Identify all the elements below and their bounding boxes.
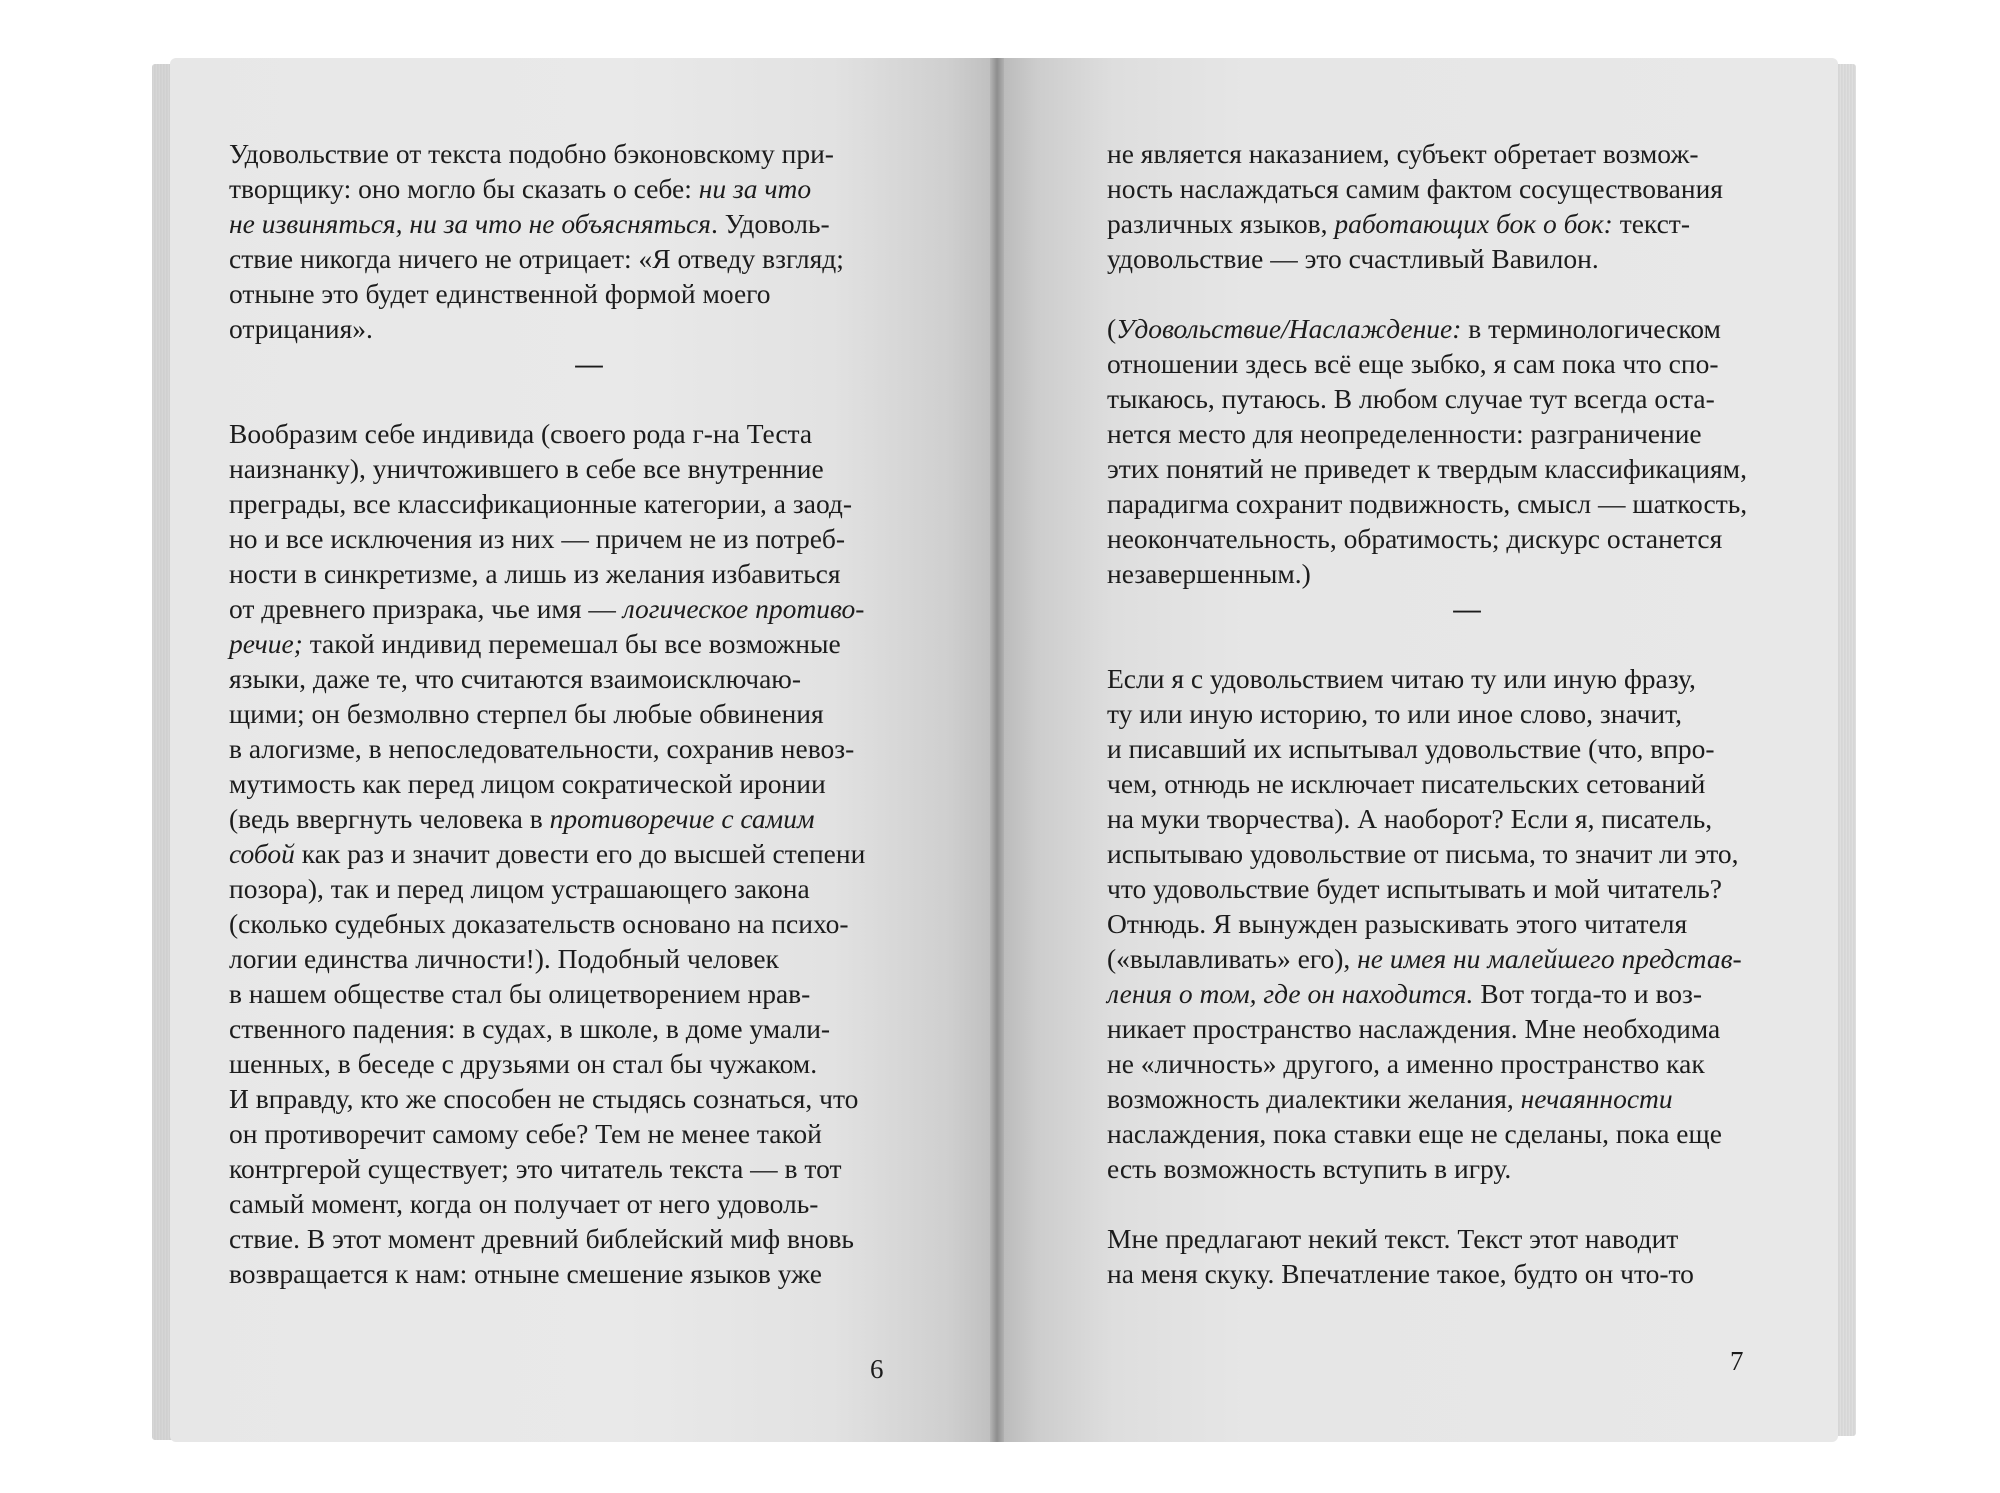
paragraph-gap [1107, 276, 1827, 311]
text-line [1107, 661, 1827, 696]
text-segment: Если я с удовольствием читаю ту или иную фразу, [1107, 663, 1696, 694]
text-segment: (сколько судебных доказательств основано на психо- [229, 908, 849, 939]
text-segment: что удовольствие будет испытывать и мой читатель? [1107, 873, 1722, 904]
text-line [1107, 1256, 1827, 1291]
text-line [1107, 451, 1827, 486]
text-segment: ственного падения: в судах, в школе, в доме умали- [229, 1013, 831, 1044]
text-segment: отношении здесь всё еще зыбко, я сам пока что спо- [1107, 348, 1719, 379]
text-line [229, 731, 949, 766]
text-segment: наслаждения, пока ставки еще не сделаны, пока еще [1107, 1118, 1722, 1149]
text-segment: . Удоволь- [710, 208, 830, 239]
text-segment: не является наказанием, субъект обретает возмож- [1107, 138, 1699, 169]
text-segment: отрицания». [229, 313, 373, 344]
text-segment: испытываю удовольствие от письма, то значит ли это, [1107, 838, 1739, 869]
text-segment: в терминологическом [1461, 313, 1721, 344]
text-segment: преграды, все классификационные категории, а заод- [229, 488, 853, 519]
text-line [1107, 1116, 1827, 1151]
page-number-right: 7 [1730, 1346, 1744, 1376]
italic-text-segment: не имея ни малейшего представ- [1357, 943, 1742, 974]
text-segment: от древнего призрака, чье имя — [229, 593, 623, 624]
text-segment: незавершенным.) [1107, 558, 1311, 589]
text-line [229, 1046, 949, 1081]
right-page-text [1107, 136, 1827, 1291]
text-segment: удовольствие — это счастливый Вавилон. [1107, 243, 1599, 274]
text-line [1107, 416, 1827, 451]
italic-text-segment: ления о том, где он находится. [1107, 978, 1474, 1009]
text-line [1107, 206, 1827, 241]
text-segment: ности в синкретизме, а лишь из желания избавиться [229, 558, 841, 589]
text-segment: в алогизме, в непоследовательности, сохранив невоз- [229, 733, 855, 764]
text-segment: творщику: оно могло бы сказать о себе: [229, 173, 699, 204]
left-page [170, 58, 998, 1442]
text-line [1107, 696, 1827, 731]
text-line [1107, 1011, 1827, 1046]
text-line [229, 1116, 949, 1151]
text-line [1107, 731, 1827, 766]
text-line [1107, 801, 1827, 836]
text-segment: («вылавливать» его), [1107, 943, 1358, 974]
text-line [229, 241, 949, 276]
text-line [229, 836, 949, 871]
text-line [229, 486, 949, 521]
text-segment: логии единства личности!). Подобный человек [229, 943, 779, 974]
text-line [229, 1256, 949, 1291]
text-segment: текст- [1612, 208, 1690, 239]
text-segment: возможность диалектики желания, [1107, 1083, 1521, 1114]
text-line [229, 871, 949, 906]
text-segment: никает пространство наслаждения. Мне необходима [1107, 1013, 1721, 1044]
text-segment: щими; он безмолвно стерпел бы любые обвинения [229, 698, 824, 729]
text-line [229, 766, 949, 801]
text-segment: ность наслаждаться самим фактом сосуществования [1107, 173, 1723, 204]
text-line [229, 1011, 949, 1046]
text-segment: не «личность» другого, а именно пространство как [1107, 1048, 1705, 1079]
text-line [229, 661, 949, 696]
text-line [229, 696, 949, 731]
text-segment: нется место для неопределенности: разграничение [1107, 418, 1702, 449]
text-line [229, 311, 949, 346]
italic-text-segment: противоречие с самим [549, 803, 815, 834]
text-line [1107, 871, 1827, 906]
text-line [229, 416, 949, 451]
text-line [229, 1081, 949, 1116]
text-segment: тыкаюсь, путаюсь. В любом случае тут всегда оста- [1107, 383, 1715, 414]
text-segment: в нашем обществе стал бы олицетворением нрав- [229, 978, 811, 1009]
italic-text-segment: Удовольствие/Наслаждение: [1116, 313, 1462, 344]
text-line [1107, 556, 1827, 591]
italic-text-segment: ни за что [698, 173, 812, 204]
text-segment: и писавший их испытывал удовольствие (что, впро- [1107, 733, 1715, 764]
page-number-left: 6 [870, 1354, 884, 1384]
italic-text-segment: речие; [229, 628, 303, 659]
text-line [1107, 906, 1827, 941]
italic-text-segment: работающих бок о бок: [1334, 208, 1613, 239]
paragraph-gap [1107, 1186, 1827, 1221]
text-segment: ствие. В этот момент древний библейский миф вновь [229, 1223, 854, 1254]
text-segment: как раз и значит довести его до высшей степени [294, 838, 866, 869]
text-segment: контргерой существует; это читатель текста — в тот [229, 1153, 842, 1184]
text-line [1107, 1046, 1827, 1081]
text-segment: мутимость как перед лицом сократической иронии [229, 768, 826, 799]
text-line [229, 521, 949, 556]
text-segment: чем, отнюдь не исключает писательских сетований [1107, 768, 1706, 799]
text-segment: есть возможность вступить в игру. [1107, 1153, 1512, 1184]
section-separator: — [575, 348, 603, 379]
text-segment: Мне предлагают некий текст. Текст этот наводит [1107, 1223, 1679, 1254]
text-line [229, 591, 949, 626]
text-segment: наизнанку), уничтожившего в себе все внутренние [229, 453, 824, 484]
italic-text-segment: не извиняться, ни за что не объясняться [229, 208, 711, 239]
text-segment: шенных, в беседе с друзьями он стал бы чужаком. [229, 1048, 818, 1079]
text-line [1107, 1221, 1827, 1256]
text-line [229, 626, 949, 661]
text-line [229, 1186, 949, 1221]
text-segment: различных языков, [1107, 208, 1335, 239]
text-line [1107, 486, 1827, 521]
text-line [229, 906, 949, 941]
text-line [1107, 941, 1827, 976]
italic-text-segment: нечаянности [1520, 1083, 1673, 1114]
text-line [229, 136, 949, 171]
text-segment: но и все исключения из них — причем не из потреб- [229, 523, 846, 554]
text-line [1107, 1081, 1827, 1116]
text-segment: позора), так и перед лицом устрашающего закона [229, 873, 810, 904]
text-segment: (ведь ввергнуть человека в [229, 803, 550, 834]
text-line [229, 1151, 949, 1186]
italic-text-segment: логическое противо- [622, 593, 865, 624]
text-segment: он противоречит самому себе? Тем не менее такой [229, 1118, 822, 1149]
italic-text-segment: собой [229, 838, 295, 869]
text-line [1107, 381, 1827, 416]
text-line [1107, 976, 1827, 1011]
text-segment: возвращается к нам: отныне смешение языков уже [229, 1258, 822, 1289]
text-line [229, 556, 949, 591]
text-segment: И вправду, кто же способен не стыдясь сознаться, что [229, 1083, 859, 1114]
text-line [229, 451, 949, 486]
text-line [229, 276, 949, 311]
right-page [996, 58, 1838, 1442]
text-segment: неокончательность, обратимость; дискурс останется [1107, 523, 1723, 554]
text-segment: ту или иную историю, то или иное слово, значит, [1107, 698, 1682, 729]
text-segment: Удовольствие от текста подобно бэконовскому при- [229, 138, 834, 169]
text-line [229, 941, 949, 976]
text-line [229, 801, 949, 836]
text-line [1107, 136, 1827, 171]
text-line [1107, 836, 1827, 871]
text-line [229, 206, 949, 241]
text-segment: на муки творчества). А наоборот? Если я, писатель, [1107, 803, 1713, 834]
text-segment: на меня скуку. Впечатление такое, будто он что-то [1107, 1258, 1694, 1289]
text-segment: самый момент, когда он получает от него удоволь- [229, 1188, 819, 1219]
text-segment: языки, даже те, что считаются взаимоисключаю- [229, 663, 802, 694]
book-gutter [990, 58, 1004, 1442]
text-segment: Вообразим себе индивида (своего рода г-на Теста [229, 418, 813, 449]
text-segment: парадигма сохранит подвижность, смысл — шаткость, [1107, 488, 1748, 519]
text-line [1107, 241, 1827, 276]
text-line [229, 976, 949, 1011]
text-segment: ствие никогда ничего не отрицает: «Я отведу взгляд; [229, 243, 844, 274]
section-separator: — [1453, 593, 1481, 624]
text-segment: Вот тогда-то и воз- [1473, 978, 1703, 1009]
text-line [1107, 1151, 1827, 1186]
text-line [229, 171, 949, 206]
text-line [1107, 171, 1827, 206]
text-line [1107, 311, 1827, 346]
text-line [1107, 766, 1827, 801]
text-line [229, 1221, 949, 1256]
text-segment: такой индивид перемешал бы все возможные [302, 628, 841, 659]
text-segment: Отнюдь. Я вынужден разыскивать этого читателя [1107, 908, 1688, 939]
left-page-text [229, 136, 949, 1291]
paragraph-gap [1107, 626, 1827, 661]
text-segment: отныне это будет единственной формой моего [229, 278, 771, 309]
text-line [1107, 346, 1827, 381]
text-segment: этих понятий не приведет к твердым классификациям, [1107, 453, 1747, 484]
paragraph-gap [229, 381, 949, 416]
text-line [1107, 521, 1827, 556]
text-segment: ( [1107, 313, 1117, 344]
